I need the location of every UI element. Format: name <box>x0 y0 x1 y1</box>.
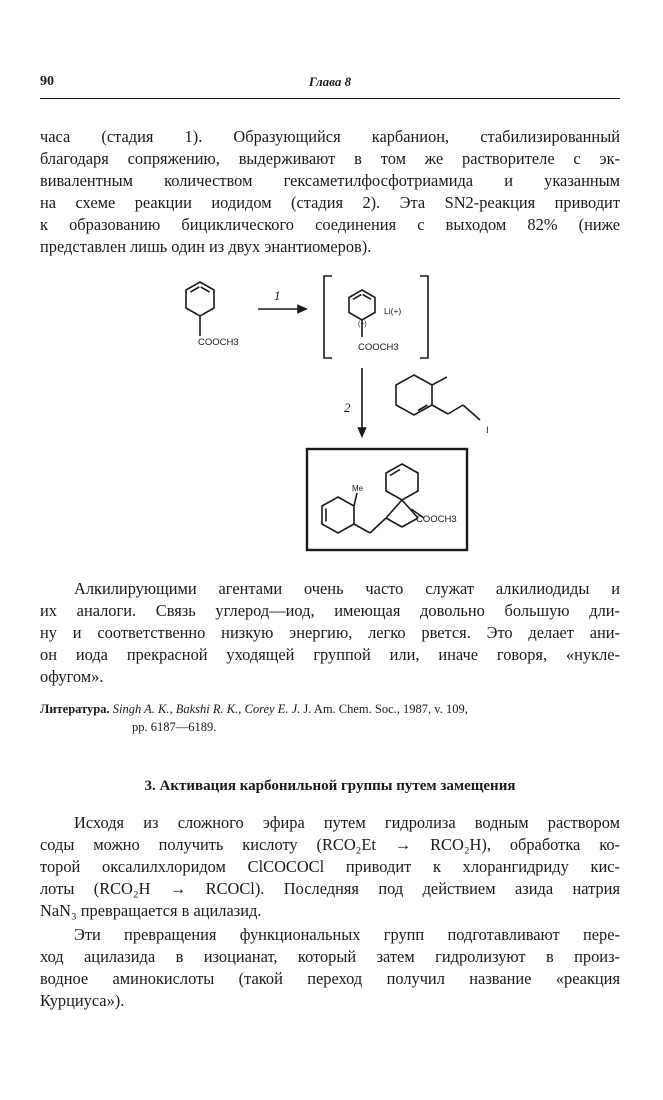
arrow-step-1 <box>258 306 306 313</box>
text-line: офугом». <box>40 667 104 686</box>
paragraph-2 <box>40 578 620 688</box>
text-line: торой оксалилхлоридом ClCOCOCl приводит к хлорангидриду кис- <box>40 857 620 876</box>
methyl-label: Me <box>352 484 364 493</box>
literature-reference <box>40 700 620 736</box>
text-line: представлен лишь один из двух энантиомеров). <box>40 237 372 256</box>
text-line: он иода прекрасной уходящей группой или, иначе говоря, «нукле- <box>40 645 620 664</box>
text-line: часа (стадия 1). Образующийся карбанион, стабилизированный <box>40 127 620 146</box>
text-line: на схеме реакции иодидом (стадия 2). Эта SN2-реакция приводит <box>40 193 620 212</box>
start-ring <box>186 282 214 336</box>
charge-label: (−) <box>358 321 367 328</box>
iodide-reagent <box>396 375 480 420</box>
text-line: Исходя из сложного эфира путем гидролиза водным раствором <box>74 813 620 832</box>
literature-label: Литература. <box>40 702 110 716</box>
paragraph-3 <box>40 812 620 922</box>
text-line: к образованию бициклического соединения с выходом 82% (ниже <box>40 215 620 234</box>
text-line: Курциуса»). <box>40 991 125 1010</box>
text-line: благодаря сопряжению, выдерживают в том же растворителе с эк- <box>40 149 620 168</box>
literature-pages: pp. 6187—6189. <box>132 720 217 734</box>
text-line: ход ацилазида в изоцианат, который затем гидролизуют в произ- <box>40 947 620 966</box>
product-ester-label: COOCH3 <box>416 514 457 525</box>
product-structure <box>322 464 424 533</box>
text-line: ну и соответственно низкую энергию, легко рвется. Это делает ани- <box>40 623 620 642</box>
text-line: NaN₃ превращается в ацилазид. <box>40 901 262 920</box>
text-line: соды можно получить кислоту (RCO₂Et → RCO₂H), обработка ко- <box>40 835 620 854</box>
paragraph-4 <box>40 924 620 1012</box>
lithium-label: Li(+) <box>384 306 402 316</box>
anion-ester-label: COOCH3 <box>358 342 399 353</box>
arrow-step-2 <box>359 368 366 436</box>
text-line: вивалентным количеством гексаметилфосфотриамида и указанным <box>40 171 620 190</box>
chapter-title: Глава 8 <box>308 74 352 89</box>
section-title: 3. Активация карбонильной группы путем замещения <box>144 778 516 794</box>
text-line: Алкилирующими агентами очень часто служат алкилиодиды и <box>74 579 620 598</box>
literature-journal: J. Am. Chem. Soc., 1987, v. 109, <box>303 702 468 716</box>
text-line: их аналоги. Связь углерод—иод, имеющая довольно большую дли- <box>40 601 620 620</box>
start-ester-label: COOCH3 <box>198 337 239 348</box>
text-line: водное аминокислоты (такой переход получил название «реакция <box>40 969 620 988</box>
literature-authors: Singh A. K., Bakshi R. K., Corey E. J. <box>112 702 301 716</box>
text-line: лоты (RCO₂H → RCOCl). Последняя под действием азида натрия <box>40 879 620 898</box>
step-1-label: 1 <box>274 288 281 303</box>
page-number: 90 <box>40 74 54 89</box>
anion-ring <box>349 290 375 337</box>
iodide-label: I <box>486 425 489 436</box>
text-line: Эти превращения функциональных групп подготавливают пере- <box>74 925 620 944</box>
step-2-label: 2 <box>344 400 351 415</box>
product-box <box>307 449 467 550</box>
